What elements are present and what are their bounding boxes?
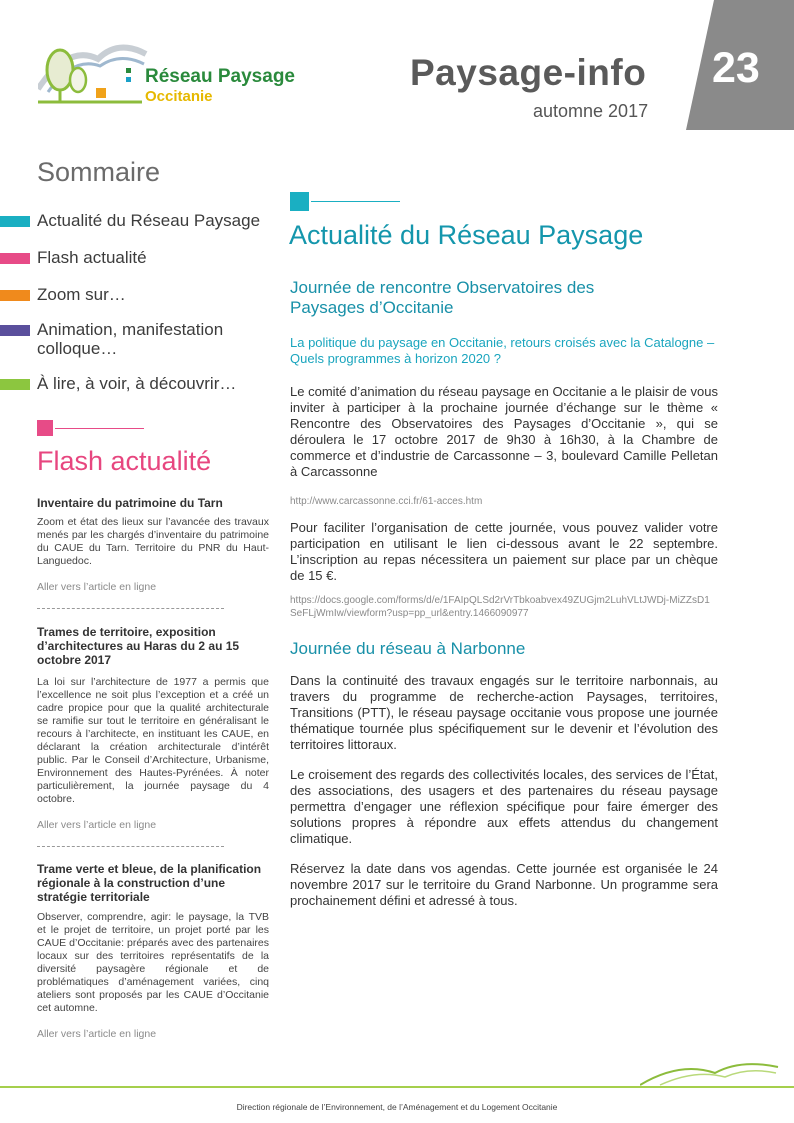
flash-section-title: Flash actualité <box>37 446 212 476</box>
sommaire-item-label: Flash actualité <box>37 248 147 267</box>
logo-text-line2: Occitanie <box>145 88 213 105</box>
flash-article-title: Trames de territoire, exposition d’architectures au Haras du 2 au 15 octobre 2017 <box>37 625 240 667</box>
event1-paragraph-1: Le comité d’animation du réseau paysage en Occitanie a le plaisir de vous inviter à participer à la prochaine journée d’échange sur le thème « Rencontre des Observatoires des Paysages d’Occitanie », qui se déroulera le 17 octobre 2017 de 9h30 à 16h30, à la Chambre de commerce et d’industrie de Carcassonne – 3, boulevard Camille Pelletan à Carcassonne <box>290 384 718 479</box>
sommaire-item-label: À lire, à voir, à découvrir… <box>37 374 237 393</box>
flash-article-body: Observer, comprendre, agir: le paysage, la TVB et le projet de territoire, un projet porté par les CAUE d’Occitanie: préparés avec des partenaires locaux sur des territoires représentatifs de la diversité paysagère régionale et de problématiques d’aménagement variées, cinq ateliers sont proposés par les CAUE d’Occitanie cet automne. <box>37 911 269 1014</box>
flash-section-rule <box>55 428 144 429</box>
masthead-title: Paysage-info <box>410 52 647 93</box>
sommaire-item-zoom[interactable] <box>0 285 270 315</box>
sommaire-title: Sommaire <box>37 157 161 187</box>
color-bar <box>0 379 30 390</box>
issue-date: automne 2017 <box>533 101 649 121</box>
main-section-marker <box>290 192 309 211</box>
event1-title: Journée de rencontre Observatoires des Paysages d’Occitanie <box>290 278 595 317</box>
color-bar <box>0 253 30 264</box>
reseau-paysage-logo-icon <box>38 34 148 106</box>
color-bar <box>0 216 30 227</box>
issue-number: 23 <box>712 44 760 92</box>
color-bar <box>0 290 30 301</box>
flash-article-link[interactable]: Aller vers l’article en ligne <box>37 1028 157 1040</box>
flash-article-title: Trame verte et bleue, de la planification régionale à la construction d’une stratégie territoriale <box>37 862 262 904</box>
article-divider <box>37 846 224 847</box>
article-divider <box>37 608 224 609</box>
main-section-title: Actualité du Réseau Paysage <box>289 220 644 250</box>
event2-title: Journée du réseau à Narbonne <box>290 639 526 658</box>
event1-link-1[interactable]: http://www.carcassonne.cci.fr/61-acces.htm <box>290 496 483 507</box>
sommaire-item-animation[interactable] <box>0 320 270 362</box>
flash-article-body: Zoom et état des lieux sur l’avancée des travaux menés par les chargés d’inventaire du patrimoine du CAUE du Tarn. Territoire du PNR du Haut-Languedoc. <box>37 516 269 567</box>
footer-landscape-icon <box>640 1055 780 1087</box>
event2-paragraph-3: Réservez la date dans vos agendas. Cette journée est organisée le 24 novembre 2017 sur le territoire du Grand Narbonne. Un programme sera prochainement défini et adressé à tous. <box>290 861 718 908</box>
event2-paragraph-2: Le croisement des regards des collectivités locales, des services de l’État, des associations, des usagers et des partenaires du réseau paysage permettra d’engager une réflexion spécifique pour faire émerger des solutions propres à répondre aux effets attendus du changement climatique. <box>290 767 718 846</box>
flash-article-link[interactable]: Aller vers l’article en ligne <box>37 581 157 593</box>
footer-text: Direction régionale de l’Environnement, de l’Aménagement et du Logement Occitanie <box>236 1102 558 1112</box>
flash-article-link[interactable]: Aller vers l’article en ligne <box>37 819 157 831</box>
flash-article-title: Inventaire du patrimoine du Tarn <box>37 496 223 510</box>
flash-section-marker <box>37 420 53 436</box>
sommaire-item-flash[interactable] <box>0 248 270 278</box>
color-bar <box>0 325 30 336</box>
event1-subtitle: La politique du paysage en Occitanie, retours croisés avec la Catalogne – Quels programmes à horizon 2020 ? <box>290 335 715 366</box>
event1-link-2[interactable]: https://docs.google.com/forms/d/e/1FAIpQLSd2rVrTbkoabvex49ZUGjm2LuhVLtJWDj-MiZZsD1SeFLjWmIw/viewform?usp=pp_url&entry.1466090977 <box>290 595 710 619</box>
event1-paragraph-2: Pour faciliter l’organisation de cette journée, vous pouvez valider votre participation en utilisant le lien ci-dessous avant le 22 septembre. L’inscription au repas nécessitera un paiement sur place par un chèque de 15 €. <box>290 520 718 583</box>
footer-rule <box>0 1086 794 1088</box>
sommaire-item-actualite[interactable] <box>0 211 270 241</box>
flash-article-body: La loi sur l’architecture de 1977 a permis que l’excellence ne soit plus l’exception et a créé un cadre propice pour que la qualité architecturale se ramifie sur tout le territoire en généralisant le recours à l’architecte, en instituant les CAUE, en déclarant la création architecturale d’intérêt public. Par le Conseil d’Architecture, Urbanisme, Environnement des Hautes-Pyrénées. À noter particulièrement, la journée paysage du 4 octobre. <box>37 676 269 805</box>
sommaire-item-a-lire[interactable] <box>0 374 270 404</box>
logo-text-line1: Réseau Paysage <box>145 66 295 87</box>
sommaire-item-label: Animation, manifestation colloque… <box>37 320 224 358</box>
main-section-rule <box>311 201 400 202</box>
sommaire-item-label: Zoom sur… <box>37 285 126 304</box>
sommaire-item-label: Actualité du Réseau Paysage <box>37 211 261 230</box>
event2-paragraph-1: Dans la continuité des travaux engagés sur le territoire narbonnais, au travers du programme de recherche-action Paysages, territoires, Transitions (PTT), le réseau paysage occitanie vous propose une journée thématique tournée plus spécifiquement sur le devenir et l’évolution des territoires littoraux. <box>290 673 718 752</box>
